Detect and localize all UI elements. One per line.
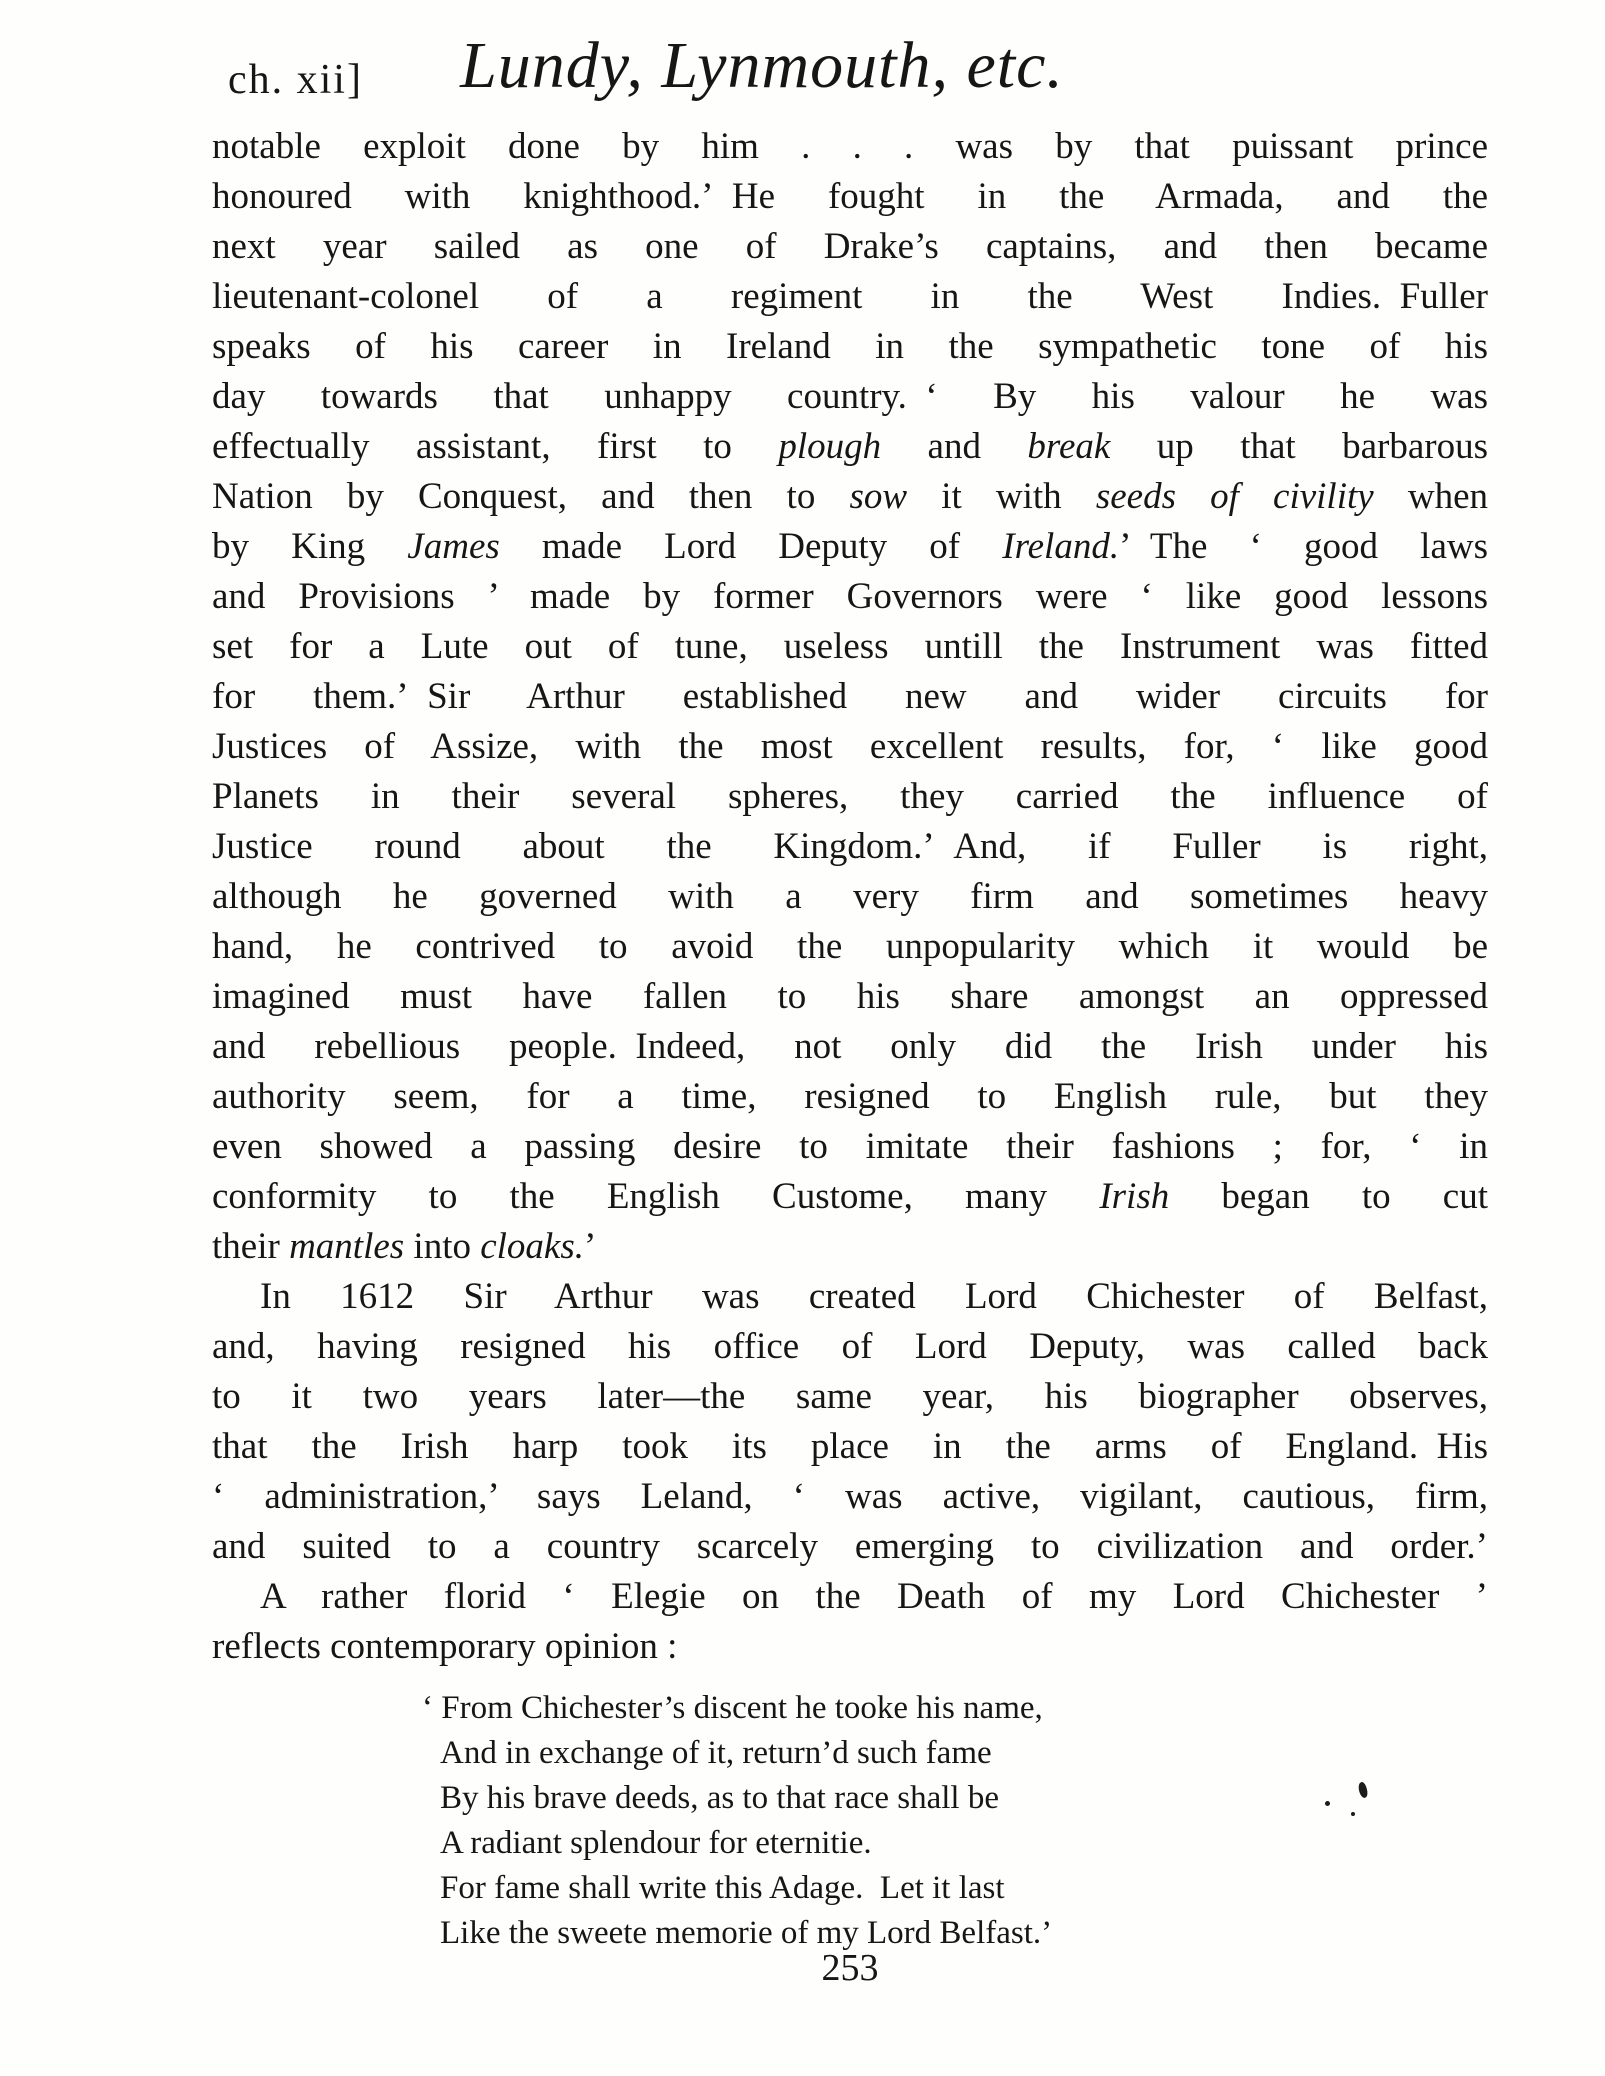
text-segment: and suited to a country scarcely emerging to civilization and order.’ [212,1526,1488,1567]
paragraph [212,122,1488,1272]
text-segment: plough [778,426,882,467]
text-segment: day towards that unhappy country. ‘ By his valour he was [212,376,1488,417]
text-segment: made Lord Deputy of [499,526,1003,567]
text-segment: In 1612 Sir Arthur was created Lord Chichester of Belfast, [260,1276,1488,1317]
text-segment: Ireland. [1002,526,1120,567]
text-segment: it with [907,476,1096,517]
text-line [212,572,1488,622]
text-segment: imagined must have fallen to his share amongst an oppressed [212,976,1488,1017]
text-segment: and, having resigned his office of Lord Deputy, was called back [212,1326,1488,1367]
chapter-label: ch. xii] [228,57,363,103]
text-segment: Planets in their several spheres, they carried the influence of [212,776,1488,817]
text-segment: by King [212,526,408,567]
text-segment: Justice round about the Kingdom.’ And, if Fuller is right, [212,826,1488,867]
text-segment: next year sailed as one of Drake’s captains, and then became [212,226,1488,267]
text-segment: their [212,1226,290,1267]
text-line [212,372,1488,422]
verse-line: And in exchange of it, return’d such fame [440,1735,992,1771]
text-line [212,1072,1488,1122]
text-segment: to it two years later—the same year, his biographer observes, [212,1376,1488,1417]
text-segment: and rebellious people. Indeed, not only did the Irish under his [212,1026,1488,1067]
text-segment: and Provisions ’ made by former Governors were ‘ like good lessons [212,576,1488,617]
text-segment: ‘ administration,’ says Leland, ‘ was active, vigilant, cautious, firm, [212,1476,1488,1517]
text-segment: honoured with knighthood.’ He fought in the Armada, and the [212,176,1488,217]
text-segment: ’ [584,1226,597,1267]
text-line [212,422,1488,472]
verse-line: ‘ From Chichester’s discent he tooke his name, [422,1690,1043,1726]
text-segment: break [1027,426,1111,467]
text-segment: seeds of civility [1095,476,1374,517]
verse-line: For fame shall write this Adage. Let it last [440,1870,1005,1906]
text-line [212,672,1488,722]
text-line [212,722,1488,772]
text-line [212,1422,1488,1472]
text-segment: cloaks. [480,1226,585,1267]
text-line [212,122,1488,172]
text-line [212,1622,1488,1672]
text-line [212,472,1488,522]
page-title: Lundy, Lynmouth, etc. [460,29,1064,102]
text-line [212,872,1488,922]
text-line [212,1222,1488,1272]
verse-line: Like the sweete memorie of my Lord Belfast.’ [440,1915,1053,1951]
paragraph [212,1572,1488,1672]
text-line [212,1572,1488,1622]
text-line [212,1022,1488,1072]
text-segment: sow [849,476,908,517]
text-segment: into [404,1226,481,1267]
text-line [212,1122,1488,1172]
text-line [212,172,1488,222]
text-segment: set for a Lute out of tune, useless untill the Instrument was fitted [212,626,1488,667]
ink-speck [1325,1801,1330,1806]
text-segment: speaks of his career in Ireland in the sympathetic tone of his [212,326,1488,367]
text-segment: although he governed with a very firm and sometimes heavy [212,876,1488,917]
text-segment: Irish [1099,1176,1170,1217]
text-segment: conformity to the English Custome, many [212,1176,1100,1217]
text-segment: James [407,526,500,567]
text-segment: notable exploit done by him . . . was by that puissant prince [212,126,1488,167]
text-line [212,1472,1488,1522]
text-line [212,622,1488,672]
text-segment: Nation by Conquest, and then to [212,476,850,517]
text-segment: mantles [289,1226,405,1267]
text-segment: authority seem, for a time, resigned to English rule, but they [212,1076,1488,1117]
text-segment: ’ The ‘ good laws [1119,526,1489,567]
text-segment: hand, he contrived to avoid the unpopularity which it would be [212,926,1488,967]
text-segment: and [881,426,1028,467]
text-line [212,1272,1488,1322]
text-segment: that the Irish harp took its place in the arms of England. His [212,1426,1488,1467]
text-segment: A rather florid ‘ Elegie on the Death of my Lord Chichester ’ [260,1576,1488,1617]
text-segment: began to cut [1169,1176,1488,1217]
paragraph [212,1272,1488,1572]
text-line [212,772,1488,822]
text-line [212,522,1488,572]
text-line [212,1322,1488,1372]
text-line [212,972,1488,1022]
text-segment: even showed a passing desire to imitate their fashions ; for, ‘ in [212,1126,1488,1167]
ink-speck [1351,1812,1355,1816]
text-segment: Justices of Assize, with the most excellent results, for, ‘ like good [212,726,1488,767]
text-line [212,222,1488,272]
text-line [212,1522,1488,1572]
verse-line: By his brave deeds, as to that race shall be [440,1780,999,1816]
page-number: 253 [821,1947,879,1989]
text-segment: effectually assistant, first to [212,426,779,467]
text-line [212,822,1488,872]
text-line [212,922,1488,972]
text-segment: reflects contemporary opinion : [212,1626,678,1667]
text-segment: when [1373,476,1488,517]
text-segment: up that barbarous [1110,426,1489,467]
text-line [212,322,1488,372]
text-segment: for them.’ Sir Arthur established new and wider circuits for [212,676,1488,717]
body-text [212,122,1488,1956]
verse-block [212,1686,1488,1956]
text-line [212,1172,1488,1222]
text-segment: lieutenant-colonel of a regiment in the West Indies. Fuller [212,276,1488,317]
text-line [212,272,1488,322]
verse-line: A radiant splendour for eternitie. [440,1825,872,1861]
text-line [212,1372,1488,1422]
